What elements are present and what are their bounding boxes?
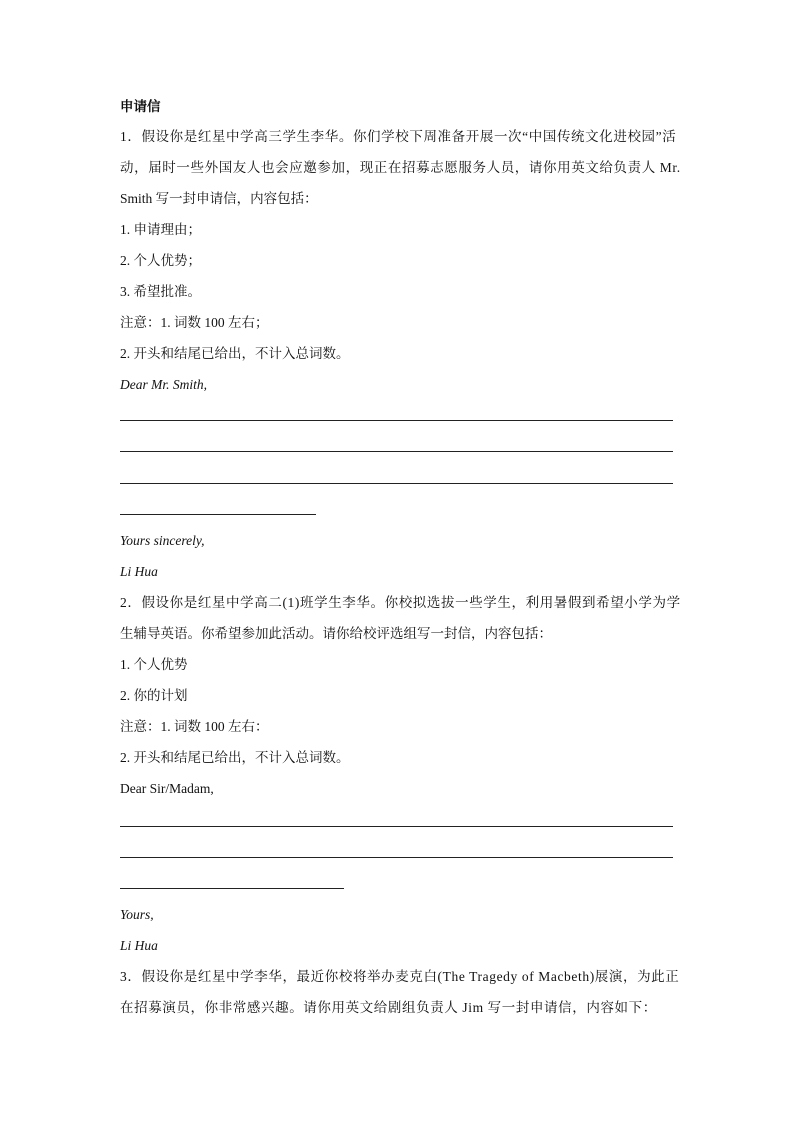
q1-point-2: 2. 个人优势；: [120, 253, 201, 268]
q1-prompt-line-1: 1．假设你是红星中学高三学生李华。你们学校下周准备开展一次“中国传统文化进校园”活: [120, 129, 677, 144]
q1-answer-line: [120, 514, 316, 515]
q2-signature: Li Hua: [120, 938, 158, 953]
q2-note-1: 注意：1. 词数 100 左右：: [120, 719, 269, 734]
q2-point-1: 1. 个人优势: [120, 657, 188, 672]
q2-prompt-line-2: 生辅导英语。你希望参加此活动。请你给校评选组写一封信，内容包括：: [120, 626, 552, 641]
q1-closing: Yours sincerely,: [120, 533, 205, 548]
q3-prompt-line-2: 在招募演员，你非常感兴趣。请你用英文给剧组负责人 Jim 写一封申请信，内容如下：: [120, 1000, 657, 1015]
q2-answer-line: [120, 857, 673, 858]
q1-point-3: 3. 希望批准。: [120, 284, 201, 299]
q1-point-1: 1. 申请理由；: [120, 222, 201, 237]
q2-closing: Yours,: [120, 907, 154, 922]
q1-note-1: 注意：1. 词数 100 左右；: [120, 315, 269, 330]
q2-answer-line: [120, 888, 344, 889]
q1-signature: Li Hua: [120, 564, 158, 579]
q2-point-2: 2. 你的计划: [120, 688, 188, 703]
q2-prompt-line-1: 2．假设你是红星中学高二(1)班学生李华。你校拟选拔一些学生，利用暑假到希望小学为学: [120, 595, 681, 610]
q3-prompt-line-1: 3．假设你是红星中学李华，最近你校将举办麦克白(The Tragedy of Macbeth)展演，为此正: [120, 969, 680, 984]
q1-prompt-line-2: 动，届时一些外国友人也会应邀参加，现正在招募志愿服务人员，请你用英文给负责人 Mr.: [120, 160, 681, 175]
q2-greeting: Dear Sir/Madam,: [120, 781, 214, 796]
q1-note-2: 2. 开头和结尾已给出，不计入总词数。: [120, 346, 350, 361]
q1-greeting: Dear Mr. Smith,: [120, 377, 207, 392]
q1-answer-line: [120, 483, 673, 484]
q1-answer-line: [120, 420, 673, 421]
q1-prompt-line-3: Smith 写一封申请信，内容包括：: [120, 191, 318, 206]
q2-note-2: 2. 开头和结尾已给出，不计入总词数。: [120, 750, 350, 765]
q2-answer-line: [120, 826, 673, 827]
q1-answer-line: [120, 451, 673, 452]
section-title: 申请信: [120, 99, 161, 114]
